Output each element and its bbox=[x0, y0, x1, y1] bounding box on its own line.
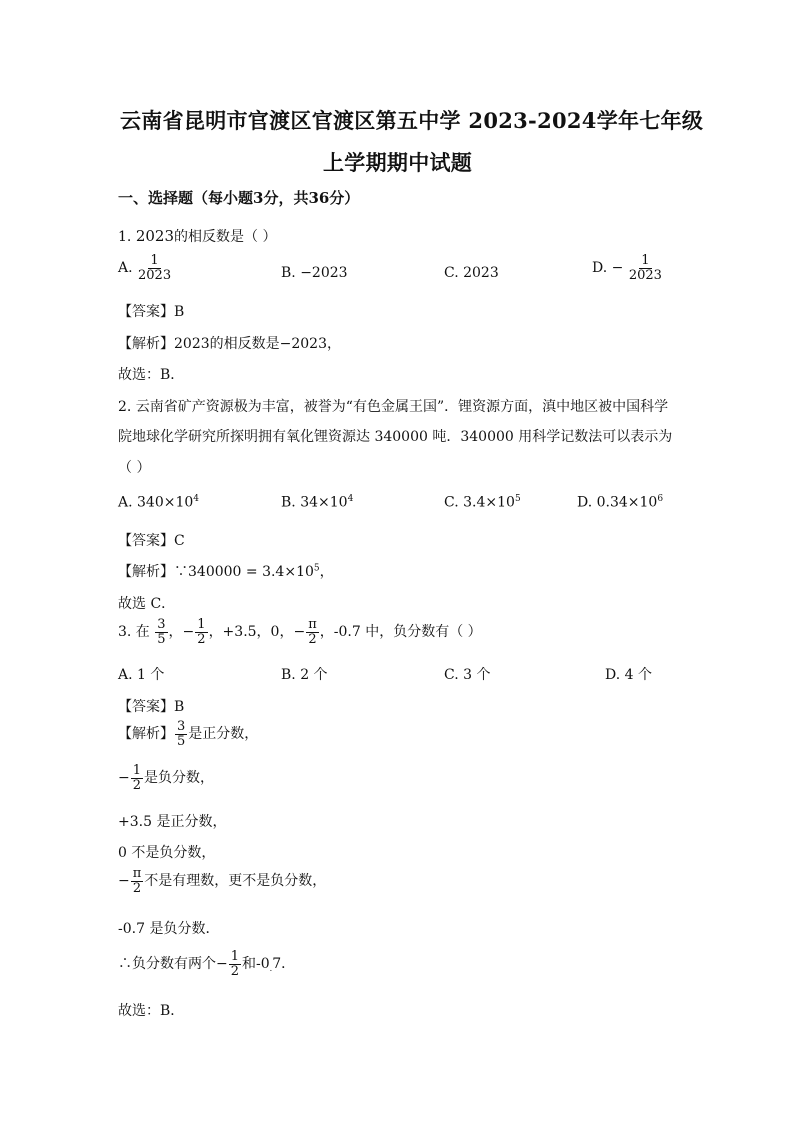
q1-option-b: B. −2023 bbox=[281, 265, 348, 281]
q2-stem-line1: 2. 云南省矿产资源极为丰富，被誉为“有色金属王国”．锂资源方面，滇中地区被中国科学 bbox=[118, 399, 669, 415]
q3-a7-text: ∴负分数有两个− bbox=[118, 956, 228, 973]
q3-stem bbox=[118, 618, 482, 646]
q3-a2-denominator: 2 bbox=[132, 777, 142, 793]
q3-option-b: B. 2 个 bbox=[281, 667, 328, 683]
doc-title-line2: 上学期期中试题 bbox=[323, 150, 473, 175]
q2-analysis bbox=[118, 561, 334, 581]
q3-analysis-fraction-1-2 bbox=[131, 764, 143, 792]
q1-option-a bbox=[118, 254, 172, 282]
q3-option-d: D. 4 个 bbox=[605, 667, 652, 683]
q3-analysis-line7 bbox=[118, 950, 295, 978]
q2-option-a-text: A. 340×10 bbox=[118, 494, 194, 511]
q3-analysis-line5 bbox=[118, 867, 326, 895]
q3-analysis-line5-text: 不是有理数，更不是负分数， bbox=[144, 873, 327, 890]
q3-f2-denominator: 2 bbox=[197, 631, 206, 647]
q3-a2-numerator: 1 bbox=[132, 763, 142, 778]
q3-a1-numerator: 3 bbox=[177, 719, 186, 734]
q3-a5-minus: − bbox=[118, 873, 130, 890]
q1-option-c: C. 2023 bbox=[444, 265, 499, 281]
q3-f1-numerator: 3 bbox=[157, 617, 166, 632]
q2-analysis-text: 【解析】∵340000 = 3.4×10 bbox=[118, 564, 314, 580]
q1-option-a-fraction bbox=[138, 254, 171, 282]
q3-a7-denominator: 2 bbox=[230, 963, 240, 979]
q3-a1-denominator: 5 bbox=[177, 733, 186, 749]
q2-option-b-text: B. 34×10 bbox=[281, 494, 348, 511]
q2-option-b-exponent: 4 bbox=[347, 494, 354, 504]
q1-option-d-denominator: 2023 bbox=[628, 267, 662, 283]
q3-option-a: A. 1 个 bbox=[118, 667, 165, 683]
q2-analysis-exponent: 5 bbox=[313, 563, 320, 574]
q1-option-a-numerator: 1 bbox=[150, 253, 159, 268]
q3-a5-numerator: π bbox=[132, 866, 142, 881]
q2-analysis-end: ， bbox=[319, 564, 334, 580]
q2-option-a-exponent: 4 bbox=[193, 494, 200, 504]
q1-value: 2023 bbox=[135, 227, 174, 245]
q3-a2-minus: − bbox=[118, 770, 130, 787]
q1-analysis: 【解析】2023的相反数是−2023， bbox=[118, 336, 341, 352]
q2-option-d-exponent: 6 bbox=[657, 494, 664, 504]
q1-option-d-fraction bbox=[629, 254, 662, 282]
q3-analysis-label: 【解析】 bbox=[118, 726, 174, 743]
q2-option-d-text: D. 0.34×10 bbox=[577, 494, 658, 511]
q3-fraction-1-2 bbox=[195, 618, 207, 646]
q1-number: 1. bbox=[118, 229, 132, 245]
q3-a7-numerator: 1 bbox=[230, 949, 240, 964]
q2-option-b bbox=[281, 494, 353, 511]
q3-a7-dot: . bbox=[269, 964, 273, 974]
q2-option-c-text: C. 3.4×10 bbox=[444, 494, 515, 511]
q3-analysis-fraction-1-2-b bbox=[229, 950, 241, 978]
q3-fraction-3-5 bbox=[155, 618, 167, 646]
q3-stem-post: ，-0.7 中，负分数有（ ） bbox=[319, 624, 482, 641]
q2-answer: 【答案】C bbox=[118, 533, 185, 549]
doc-title-line1: 云南省昆明市官渡区官渡区第五中学 2023-2024学年七年级 bbox=[120, 108, 704, 133]
q3-analysis-line3: +3.5 是正分数， bbox=[118, 814, 227, 830]
q1-answer: 【答案】B bbox=[118, 304, 185, 320]
q3-f3-numerator: π bbox=[308, 617, 317, 632]
q1-stem bbox=[118, 226, 276, 246]
q2-stem-line2: 院地球化学研究所探明拥有氧化锂资源达 340000 吨．340000 用科学记数法可以表示为 bbox=[118, 429, 673, 445]
q1-option-d bbox=[592, 254, 663, 282]
q1-option-a-label: A. bbox=[118, 260, 133, 277]
q1-option-a-denominator: 2023 bbox=[138, 267, 172, 283]
q3-answer: 【答案】B bbox=[118, 699, 185, 715]
q3-f3-denominator: 2 bbox=[308, 631, 317, 647]
q3-a7-end: 7． bbox=[272, 956, 296, 973]
q2-option-a bbox=[118, 494, 199, 511]
q3-f2-numerator: 1 bbox=[197, 617, 206, 632]
q3-fraction-pi-2 bbox=[306, 618, 319, 646]
q3-analysis-fraction-pi-2 bbox=[131, 867, 144, 895]
q1-option-d-label: D. − bbox=[592, 260, 624, 277]
q3-stem-mid: ，+3.5，0，− bbox=[208, 624, 306, 641]
q3-analysis-line1-text: 是正分数， bbox=[188, 726, 259, 743]
q3-stem-pre: 3. 在 bbox=[118, 624, 150, 641]
q3-conclusion: 故选：B． bbox=[118, 1003, 185, 1019]
q1-conclusion: 故选：B． bbox=[118, 367, 185, 383]
q3-stem-sep: ，− bbox=[168, 624, 195, 641]
q3-analysis-line6: -0.7 是负分数． bbox=[118, 921, 220, 937]
q1-text: 的相反数是（ ） bbox=[174, 229, 277, 245]
q2-conclusion: 故选 C． bbox=[118, 596, 176, 612]
q2-option-d bbox=[577, 494, 663, 511]
q1-option-d-numerator: 1 bbox=[641, 253, 650, 268]
q3-option-c: C. 3 个 bbox=[444, 667, 491, 683]
section-heading: 一、选择题（每小题3分，共36分） bbox=[118, 189, 360, 207]
q3-analysis-line4: 0 不是负分数， bbox=[118, 845, 216, 861]
q2-stem-line3: （ ） bbox=[118, 460, 151, 476]
q3-a5-denominator: 2 bbox=[132, 880, 142, 896]
q3-f1-denominator: 5 bbox=[157, 631, 166, 647]
q3-analysis-line2 bbox=[118, 764, 214, 792]
q2-option-c bbox=[444, 494, 521, 511]
q3-analysis-line2-text: 是负分数， bbox=[144, 770, 215, 787]
q2-option-c-exponent: 5 bbox=[514, 494, 521, 504]
q3-analysis-fraction-3-5 bbox=[175, 720, 187, 748]
q3-analysis-line1 bbox=[118, 720, 258, 748]
q3-a7-post: 和-0 bbox=[242, 956, 270, 973]
